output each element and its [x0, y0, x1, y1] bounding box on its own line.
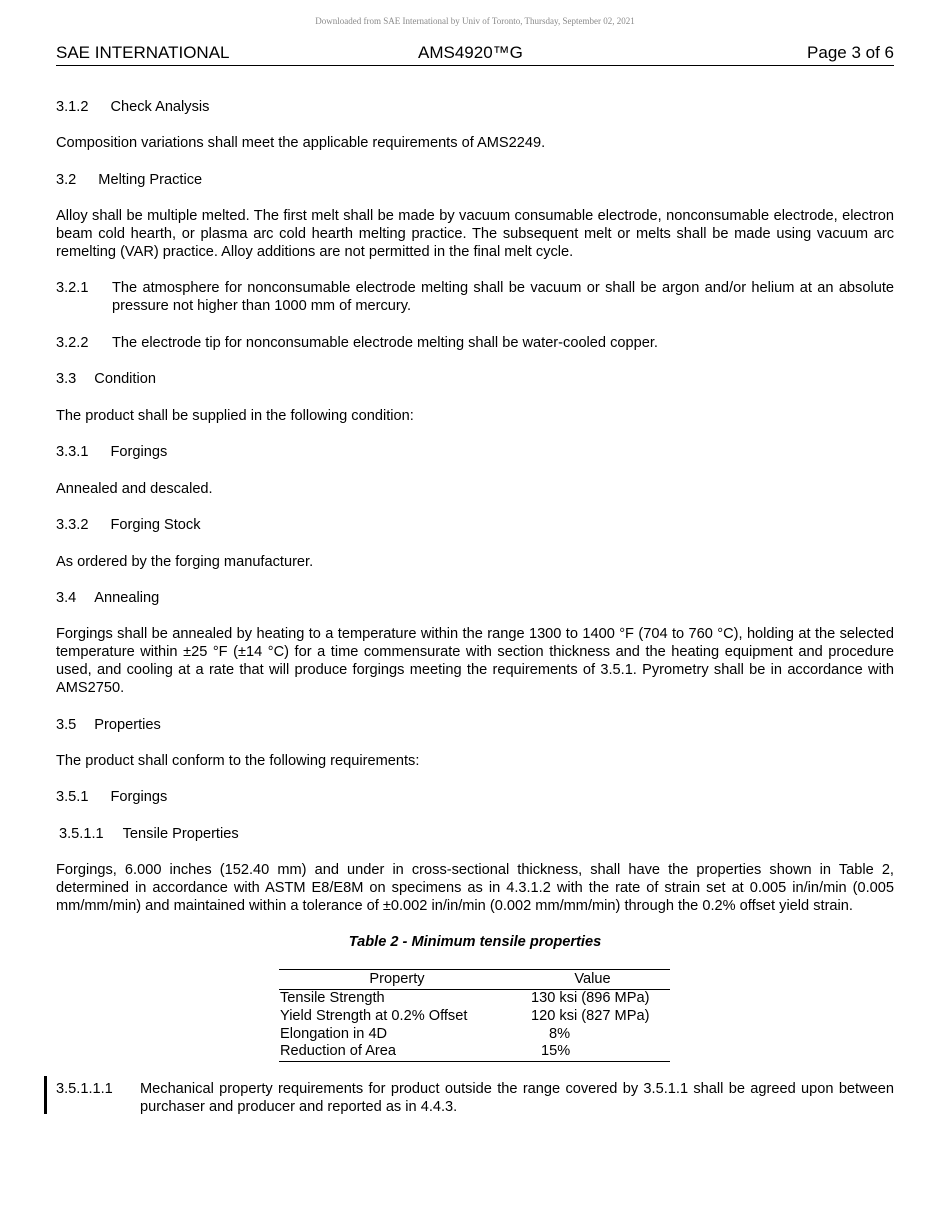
- revision-change-bar: [44, 1076, 47, 1114]
- section-title: Annealing: [94, 590, 160, 606]
- section-number: 3.2: [56, 172, 77, 188]
- section-3-5-1-1-1-number: 3.5.1.1.1: [56, 1081, 113, 1097]
- table-cell-property: Yield Strength at 0.2% Offset: [280, 1007, 468, 1024]
- section-title: Forging Stock: [110, 517, 201, 533]
- section-3-4-heading: [56, 589, 159, 607]
- table-cell-property: Reduction of Area: [280, 1043, 397, 1060]
- section-number: 3.4: [56, 590, 77, 606]
- section-3-5-1-heading: [56, 788, 167, 806]
- section-number: 3.5.1.1: [59, 826, 104, 842]
- section-number: 3.5.1: [56, 789, 89, 805]
- section-3-1-2-heading: [56, 98, 209, 116]
- table-row: [279, 1026, 670, 1044]
- table-cell-value: 8%: [549, 1025, 571, 1042]
- section-3-4-text: Forgings shall be annealed by heating to a temperature within the range 1300 to 1400 °F (704 to 760 °C), holding at the selected temperature within ±25 °F (±14 °C) for a time commensurate with section thickness and the heating equipment and procedure used, and cooling at a rate that will produce forgings meeting the requirements of 3.5.1. Pyrometry shall be in accordance with AMS2750.: [56, 626, 894, 696]
- section-title: Forgings: [110, 789, 168, 805]
- table-row: [279, 990, 670, 1008]
- section-title: Check Analysis: [110, 99, 210, 115]
- table-row: [279, 1008, 670, 1026]
- section-number: 3.3.1: [56, 444, 89, 460]
- section-3-3-text: The product shall be supplied in the following condition:: [56, 408, 414, 424]
- download-watermark: Downloaded from SAE International by Univ of Toronto, Thursday, September 02, 2021: [315, 16, 635, 26]
- section-number: 3.1.2: [56, 99, 89, 115]
- table-header-value: Value: [574, 971, 611, 987]
- section-3-5-heading: [56, 716, 161, 734]
- section-number: 3.5: [56, 717, 77, 733]
- section-3-2-2-text: The electrode tip for nonconsumable electrode melting shall be water-cooled copper.: [112, 335, 658, 351]
- table-cell-value: 120 ksi (827 MPa): [531, 1007, 650, 1024]
- section-title: Melting Practice: [98, 172, 203, 188]
- section-title: Tensile Properties: [122, 826, 239, 842]
- section-3-3-2-heading: [56, 516, 201, 534]
- section-3-3-1-heading: [56, 443, 167, 461]
- table-header-row: [279, 970, 670, 990]
- table-row: [279, 1043, 670, 1061]
- section-3-1-2-text: Composition variations shall meet the applicable requirements of AMS2249.: [56, 135, 546, 151]
- table-cell-property: Elongation in 4D: [280, 1025, 388, 1042]
- section-title: Properties: [94, 717, 161, 733]
- header-doc-id: AMS4920™G: [418, 43, 523, 62]
- section-3-3-heading: [56, 370, 156, 388]
- table-cell-property: Tensile Strength: [280, 990, 385, 1006]
- section-3-5-text: The product shall conform to the following requirements:: [56, 753, 420, 769]
- section-3-5-1-1-heading: [59, 825, 239, 843]
- header-page-number: Page 3 of 6: [807, 43, 894, 62]
- table-cell-value: 15%: [541, 1043, 571, 1060]
- header-org: SAE INTERNATIONAL: [56, 43, 230, 62]
- table-caption: Table 2 - Minimum tensile properties: [348, 934, 602, 950]
- section-3-2-1-text: The atmosphere for nonconsumable electrode melting shall be vacuum or shall be argon and/or helium at an absolute pressure not higher than 1000 mm of mercury.: [112, 280, 894, 314]
- section-3-2-1-number: 3.2.1: [56, 280, 89, 296]
- table-cell-value: 130 ksi (896 MPa): [531, 990, 650, 1006]
- section-3-3-2-text: As ordered by the forging manufacturer.: [56, 554, 314, 570]
- section-3-2-2-number: 3.2.2: [56, 335, 89, 351]
- tensile-properties-table: [279, 969, 670, 1062]
- section-3-5-1-1-1-text: Mechanical property requirements for product outside the range covered by 3.5.1.1 shall be agreed upon between purchaser and producer and reported as in 4.4.3.: [140, 1081, 894, 1115]
- section-title: Condition: [94, 371, 156, 387]
- section-3-2-text: Alloy shall be multiple melted. The first melt shall be made by vacuum consumable electrode, nonconsumable electrode, electron beam cold hearth, or plasma arc cold hearth melting practice. The subsequent melt or melts shall be made using vacuum arc remelting (VAR) practice. Alloy additions are not permitted in the final melt cycle.: [56, 208, 894, 260]
- section-number: 3.3: [56, 371, 77, 387]
- section-3-3-1-text: Annealed and descaled.: [56, 481, 213, 497]
- section-3-2-heading: [56, 171, 202, 189]
- section-3-5-1-1-text: Forgings, 6.000 inches (152.40 mm) and under in cross-sectional thickness, shall have the properties shown in Table 2, determined in accordance with ASTM E8/E8M on specimens as in 4.3.1.2 with the rate of strain set at 0.005 in/in/min (0.005 mm/mm/min) and maintained within a tolerance of ±0.002 in/in/min (0.002 mm/mm/min) through the 0.2% offset yield strain.: [56, 862, 894, 914]
- table-header-property: Property: [369, 971, 425, 987]
- page-header: [56, 43, 894, 66]
- section-title: Forgings: [110, 444, 168, 460]
- section-number: 3.3.2: [56, 517, 89, 533]
